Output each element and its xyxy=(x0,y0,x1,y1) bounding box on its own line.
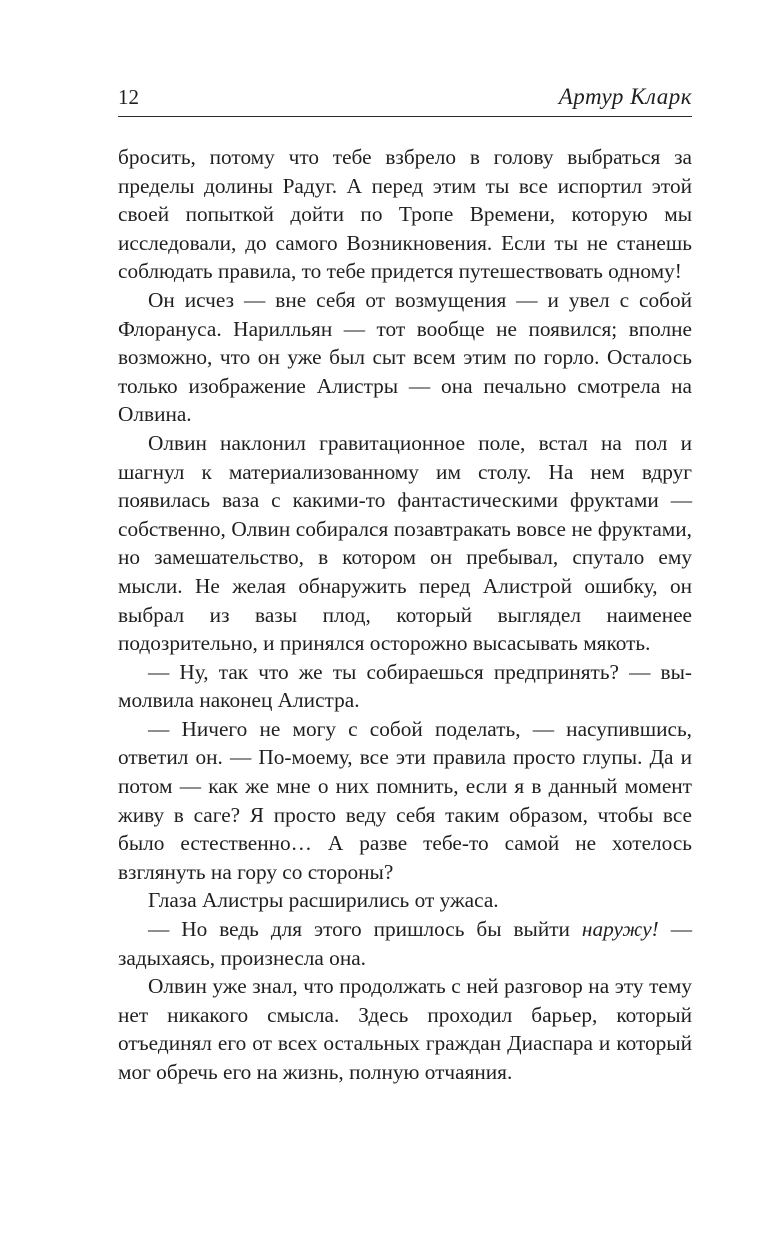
dialogue-paragraph: — Ничего не могу с собой поделать, — насупившись, ответил он. — По-моему, все эти правила просто глупы. Да и потом — как же мне о них помнить, если я в данный момент живу в саге? Я просто веду себя таким образом, чтобы все было естественно… А разве тебе-то самой не хотелось взглянуть на гору со стороны? xyxy=(118,716,692,884)
paragraph: Олвин наклонил гравитационное поле, встал на пол и шагнул к материализованному им столу. На нем вдруг появилась ваза с какими-то фантастическими фруктами — собственно, Олвин собирался позавтракать вовсе не фруктами, но замешательство, в котором он пребывал, спутало ему мысли. Не желая обнаружить перед Алистрой ошибку, он выбрал из вазы плод, который выглядел наименее подозрительно, и принялся осторожно высасывать мякоть. xyxy=(118,430,692,656)
emphasized-word: наружу! xyxy=(581,917,659,942)
book-author: Артур Кларк xyxy=(558,84,692,109)
dialogue-paragraph: — Ну, так что же ты собираешься предпринять? — вымолвила наконец Алистра. xyxy=(118,659,692,713)
paragraph-continued: бросить, потому что тебе взбрело в голову выбраться за пределы долины Радуг. А перед этим ты все испортил этой своей попыткой дойти по Тропе Времени, которую мы исследовали, до самого Возникновения. Если ты не станешь соблюдать правила, то тебе придется путешествовать одному! xyxy=(118,145,692,284)
body-text xyxy=(118,143,692,1087)
dialogue-paragraph xyxy=(118,915,692,972)
page-number: 12 xyxy=(118,85,139,109)
dialogue-text: — Но ведь для этого пришлось бы выйти xyxy=(148,917,582,942)
paragraph: Он исчез — вне себя от возмущения — и увел с собой Флорануса. Нарилльян — тот вообще не появился; вполне возможно, что он уже был сыт всем этим по горло. Осталось только изображение Алистры — она печально смотрела на Олвина. xyxy=(118,287,692,427)
paragraph: Глаза Алистры расширились от ужаса. xyxy=(148,888,499,913)
paragraph: Олвин уже знал, что продолжать с ней разговор на эту тему нет никакого смысла. Здесь проходил барьер, который отъединял его от всех остальных граждан Диаспара и который мог обречь его на жизнь, полную отчаяния. xyxy=(118,974,692,1084)
running-head xyxy=(118,82,692,117)
dialogue-text: — задыхаясь, произнесла она. xyxy=(118,917,693,970)
